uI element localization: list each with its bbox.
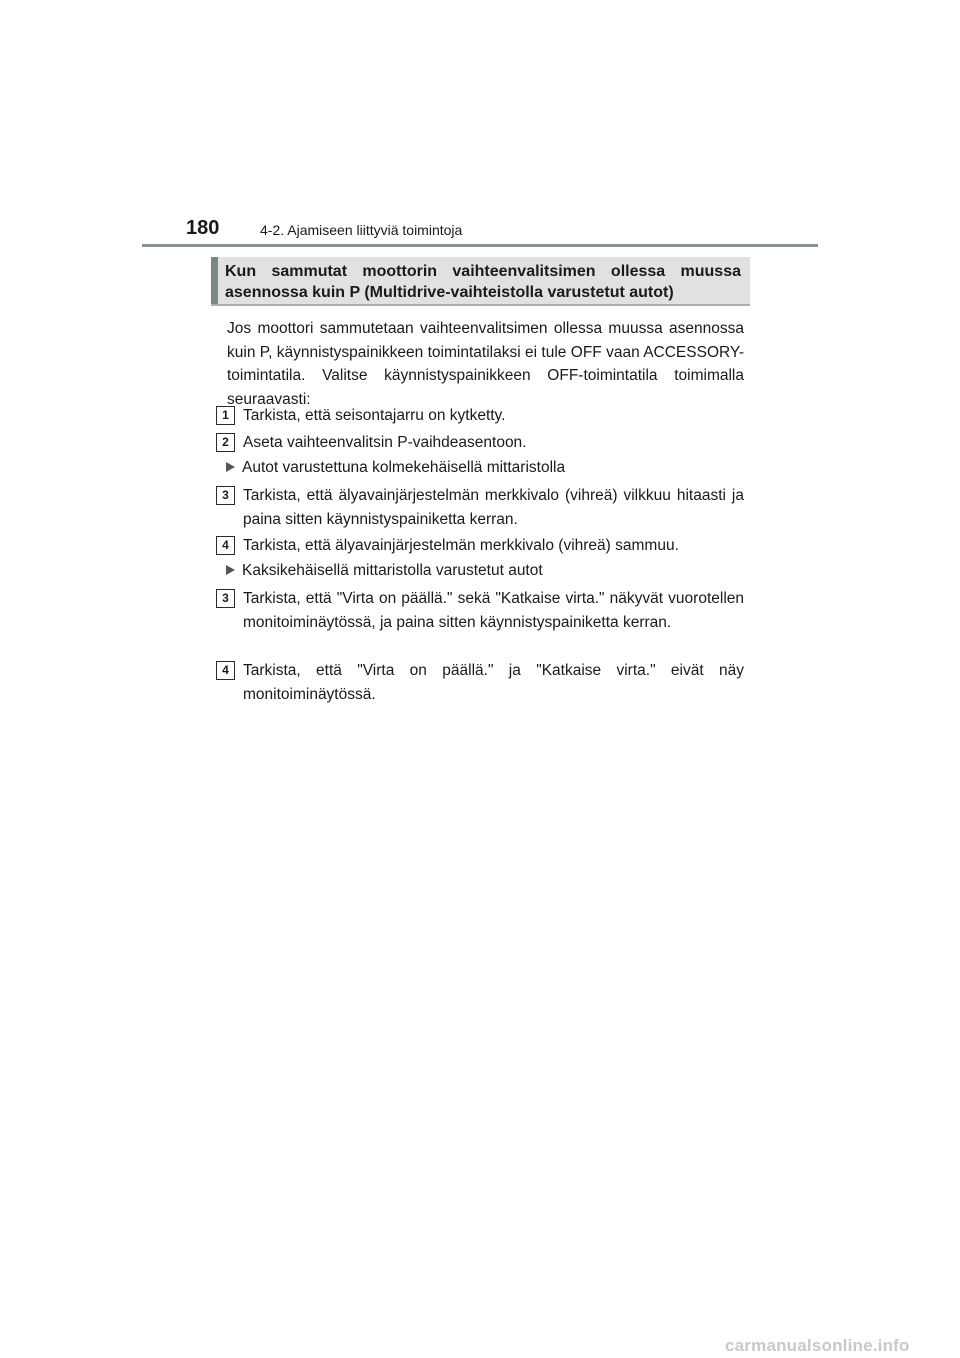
section-title: 4-2. Ajamiseen liittyviä toimintoja (260, 222, 463, 238)
variant-heading-three-dial (226, 456, 746, 480)
variant-title: Autot varustettuna kolmekehäisellä mittaristolla (242, 459, 566, 476)
heading-text: Kun sammutat moottorin vaihteenvalitsimen ollessa muussa asennossa kuin P (Multidrive-vaihteistolla varustetut autot) (225, 263, 741, 301)
watermark: carmanualsonline.info (725, 1336, 910, 1355)
step-number-3b: 3 (216, 589, 235, 608)
page-header (186, 218, 826, 242)
step-text-3b: Tarkista, että "Virta on päällä." sekä "Katkaise virta." näkyvät vuorotellen monitoiminäytössä, ja paina sitten käynnistyspainiketta kerran. (243, 590, 744, 631)
variant-title: Kaksikehäisellä mittaristolla varustetut autot (242, 562, 543, 579)
page-number: 180 (186, 217, 220, 239)
variant-heading-two-dial (226, 559, 746, 583)
section-heading (211, 257, 750, 306)
step-text-4b: Tarkista, että "Virta on päällä." ja "Katkaise virta." eivät näy monitoiminäytössä. (243, 662, 744, 703)
step-number-3a: 3 (216, 486, 235, 505)
step-number-4b: 4 (216, 661, 235, 680)
triangle-right-icon (226, 565, 235, 575)
intro-paragraph: Jos moottori sammutetaan vaihteenvalitsimen ollessa muussa asennossa kuin P, käynnistyspainikkeen toimintatilaksi ei tule OFF vaan ACCESSORY-toimintatila. Valitse käynnistyspainikkeen OFF-toimintatila toimimalla seuraavasti: (227, 320, 744, 408)
step-number-2: 2 (216, 433, 235, 452)
header-divider (142, 244, 818, 247)
step-text-1: Tarkista, että seisontajarru on kytketty. (243, 407, 506, 424)
step-text-3a: Tarkista, että älyavainjärjestelmän merkkivalo (vihreä) vilkkuu hitaasti ja paina sitten käynnistyspainiketta kerran. (243, 487, 744, 528)
step-number-1: 1 (216, 406, 235, 425)
heading-accent-bar (211, 257, 218, 304)
step-number-4a: 4 (216, 536, 235, 555)
step-text-2: Aseta vaihteenvalitsin P-vaihdeasentoon. (243, 434, 527, 451)
step-text-4a: Tarkista, että älyavainjärjestelmän merkkivalo (vihreä) sammuu. (243, 537, 679, 554)
triangle-right-icon (226, 462, 235, 472)
